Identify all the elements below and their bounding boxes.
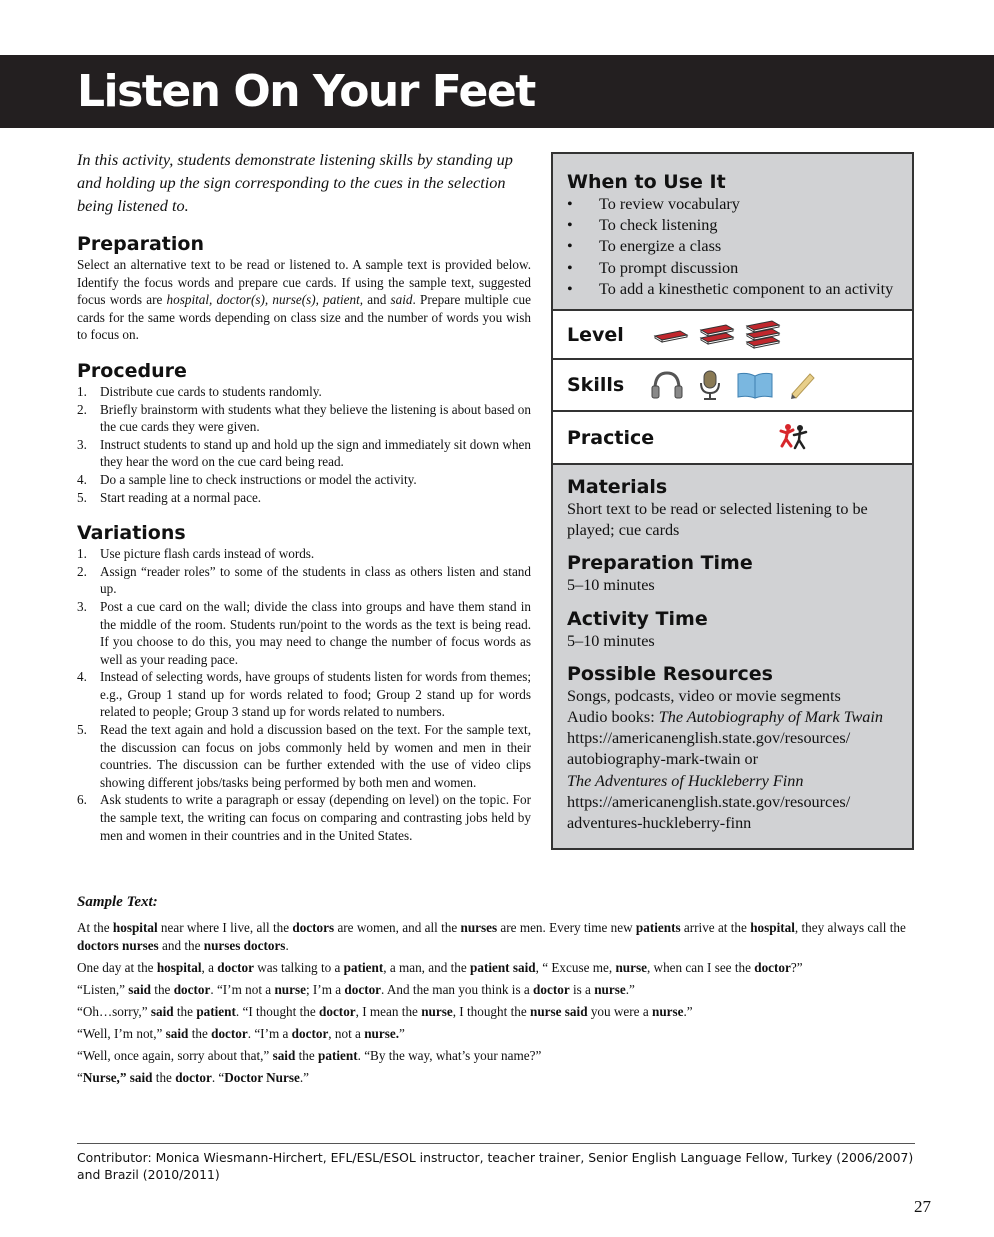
when-to-use-heading: When to Use It <box>567 171 726 193</box>
page-number: 27 <box>914 1197 931 1216</box>
preparation-heading: Preparation <box>77 233 204 255</box>
preparation-text: Select an alternative text to be read or listened to. A sample text is provided below. Identify the focus words and prepare cue cards. If using the sample text, suggested focus words are hospital, doctor(s), nurse(s), patient, and said. Prepare multiple cue cards for the same words depending on class size and the number of words you wish to focus on. <box>77 257 531 343</box>
activity-time-block <box>567 607 900 652</box>
list-item: • To add a kinesthetic component to an activity <box>567 279 894 298</box>
list-item: • To prompt discussion <box>567 258 739 277</box>
skills-label: Skills <box>567 374 625 397</box>
list-item: 4. Do a sample line to check instructions or model the activity. <box>77 471 417 487</box>
practice-row <box>553 412 912 465</box>
list-item: 1. Distribute cue cards to students randomly. <box>77 383 322 399</box>
resources-text: Songs, podcasts, video or movie segments Audio books: The Autobiography of Mark Twain https://americanenglish.state.gov/resources/ autobiography-mark-twain or The Adventures of Huckleberry Finn https://americanenglish.state.gov/resources/ adventures-huckleberry-finn <box>567 686 900 834</box>
sample-text-section <box>77 893 915 1091</box>
sample-text-body <box>77 919 915 1087</box>
variations-heading: Variations <box>77 522 186 545</box>
sample-text-heading: Sample Text: <box>77 894 158 910</box>
book-title: The Autobiography of Mark Twain <box>658 708 883 727</box>
open-book-icon <box>736 370 774 400</box>
list-item: 3. Instruct students to stand up and hold up the sign and immediately sit down when they hear the word on the cue card being read. <box>77 436 531 470</box>
procedure-heading: Procedure <box>77 359 187 382</box>
resources-block <box>567 662 900 834</box>
prep-time-block <box>567 551 900 596</box>
sidebar-box <box>551 152 914 850</box>
title-bar <box>0 55 994 128</box>
sample-paragraph: “Listen,” said the doctor. “I’m not a nurse; I’m a doctor. And the man you think is a doctor is a nurse.” <box>77 982 635 997</box>
list-item: • To energize a class <box>567 237 722 256</box>
practice-label: Practice <box>567 426 655 449</box>
sample-paragraph: “Nurse,” said the doctor. “Doctor Nurse.” <box>77 1070 310 1085</box>
materials-heading: Materials <box>567 476 668 499</box>
level-row <box>553 311 912 360</box>
activity-time-text: 5–10 minutes <box>567 631 655 650</box>
running-people-icon <box>779 422 809 454</box>
practice-icons <box>779 422 809 454</box>
books-2-icon <box>698 323 736 347</box>
when-to-use-section <box>553 154 912 311</box>
list-item: 5. Start reading at a normal pace. <box>77 489 262 505</box>
resource-link[interactable]: https://americanenglish.state.gov/resources/ <box>567 792 851 811</box>
books-3-icon <box>744 320 782 350</box>
list-item: • To review vocabulary <box>567 195 740 213</box>
sample-paragraph: “Well, once again, sorry about that,” said the patient. “By the way, what’s your name?” <box>77 1048 542 1063</box>
main-column <box>77 148 531 859</box>
list-item: • To check listening <box>567 216 718 235</box>
materials-block <box>567 475 900 541</box>
list-item: 3. Post a cue card on the wall; divide the class into groups and have them stand in the middle of the room. Students run/point to the words as the text is being read. If you choose to do this, you may need to change the number of focus words as well as your reading pace. <box>77 598 531 667</box>
skills-row <box>553 360 912 412</box>
list-item: 4. Instead of selecting words, have groups of students listen for words from themes; e.g., Group 1 stand up for words related to food; Group 2 stand up for words related to people; Group 3 stand up for words related to numbers. <box>77 669 531 720</box>
list-item: 6. Ask students to write a paragraph or essay (depending on level) on the topic. For the sample text, the writing can focus on comparing and contrasting jobs held by men and women in their countries and in the United States. <box>77 792 531 843</box>
sample-paragraph: “Oh…sorry,” said the patient. “I thought the doctor, I mean the nurse, I thought the nurse said you were a nurse.” <box>77 1004 693 1019</box>
intro-text: In this activity, students demonstrate listening skills by standing up and holding up the sign corresponding to the cues in the selection being listened to. <box>77 150 513 215</box>
contributor-footer: Contributor: Monica Wiesmann-Hirchert, EFL/ESL/ESOL instructor, teacher trainer, Senior English Language Fellow, Turkey (2006/2007) and Brazil (2010/2011) <box>77 1143 915 1183</box>
list-item: 1. Use picture flash cards instead of words. <box>77 546 315 562</box>
skills-icons <box>650 369 818 401</box>
microphone-icon <box>698 369 722 401</box>
prep-time-text: 5–10 minutes <box>567 576 655 595</box>
books-1-icon <box>652 326 690 344</box>
list-item: 2. Assign “reader roles” to some of the students in class as others listen and stand up. <box>77 563 531 597</box>
activity-time-heading: Activity Time <box>567 607 708 630</box>
details-section <box>553 465 912 848</box>
sample-paragraph: One day at the hospital, a doctor was talking to a patient, a man, and the patient said, “ Excuse me, nurse, when can I see the doctor?” <box>77 960 803 975</box>
level-label: Level <box>567 323 624 346</box>
list-item: 5. Read the text again and hold a discussion based on the text. For the sample text, the discussion can focus on jobs commonly held by women and men in their countries. The discussion can be further extended with the use of video clips showing different jobs/tasks being performed by both men and women. <box>77 722 531 790</box>
sample-paragraph: At the hospital near where I live, all the doctors are women, and all the nurses are men. Every time new patients arrive at the hospital, they always call the doctors nurses and the nurses doctors. <box>77 920 906 953</box>
headphones-icon <box>650 369 684 401</box>
procedure-list <box>77 383 531 506</box>
list-item: 2. Briefly brainstorm with students what they believe the listening is about based on the cue cards they were given. <box>77 401 531 435</box>
when-to-use-list <box>567 194 900 300</box>
prep-time-heading: Preparation Time <box>567 552 753 575</box>
level-icons <box>652 320 782 350</box>
variations-list <box>77 545 531 844</box>
resources-heading: Possible Resources <box>567 662 773 685</box>
page-title: Listen On Your Feet <box>77 66 535 117</box>
book-title: The Adventures of Huckleberry Finn <box>567 771 804 790</box>
sample-paragraph: “Well, I’m not,” said the doctor. “I’m a doctor, not a nurse.” <box>77 1026 405 1041</box>
resource-link[interactable]: https://americanenglish.state.gov/resources/ <box>567 729 851 748</box>
pencil-icon <box>788 370 818 400</box>
materials-text: Short text to be read or selected listening to be played; cue cards <box>567 500 868 540</box>
